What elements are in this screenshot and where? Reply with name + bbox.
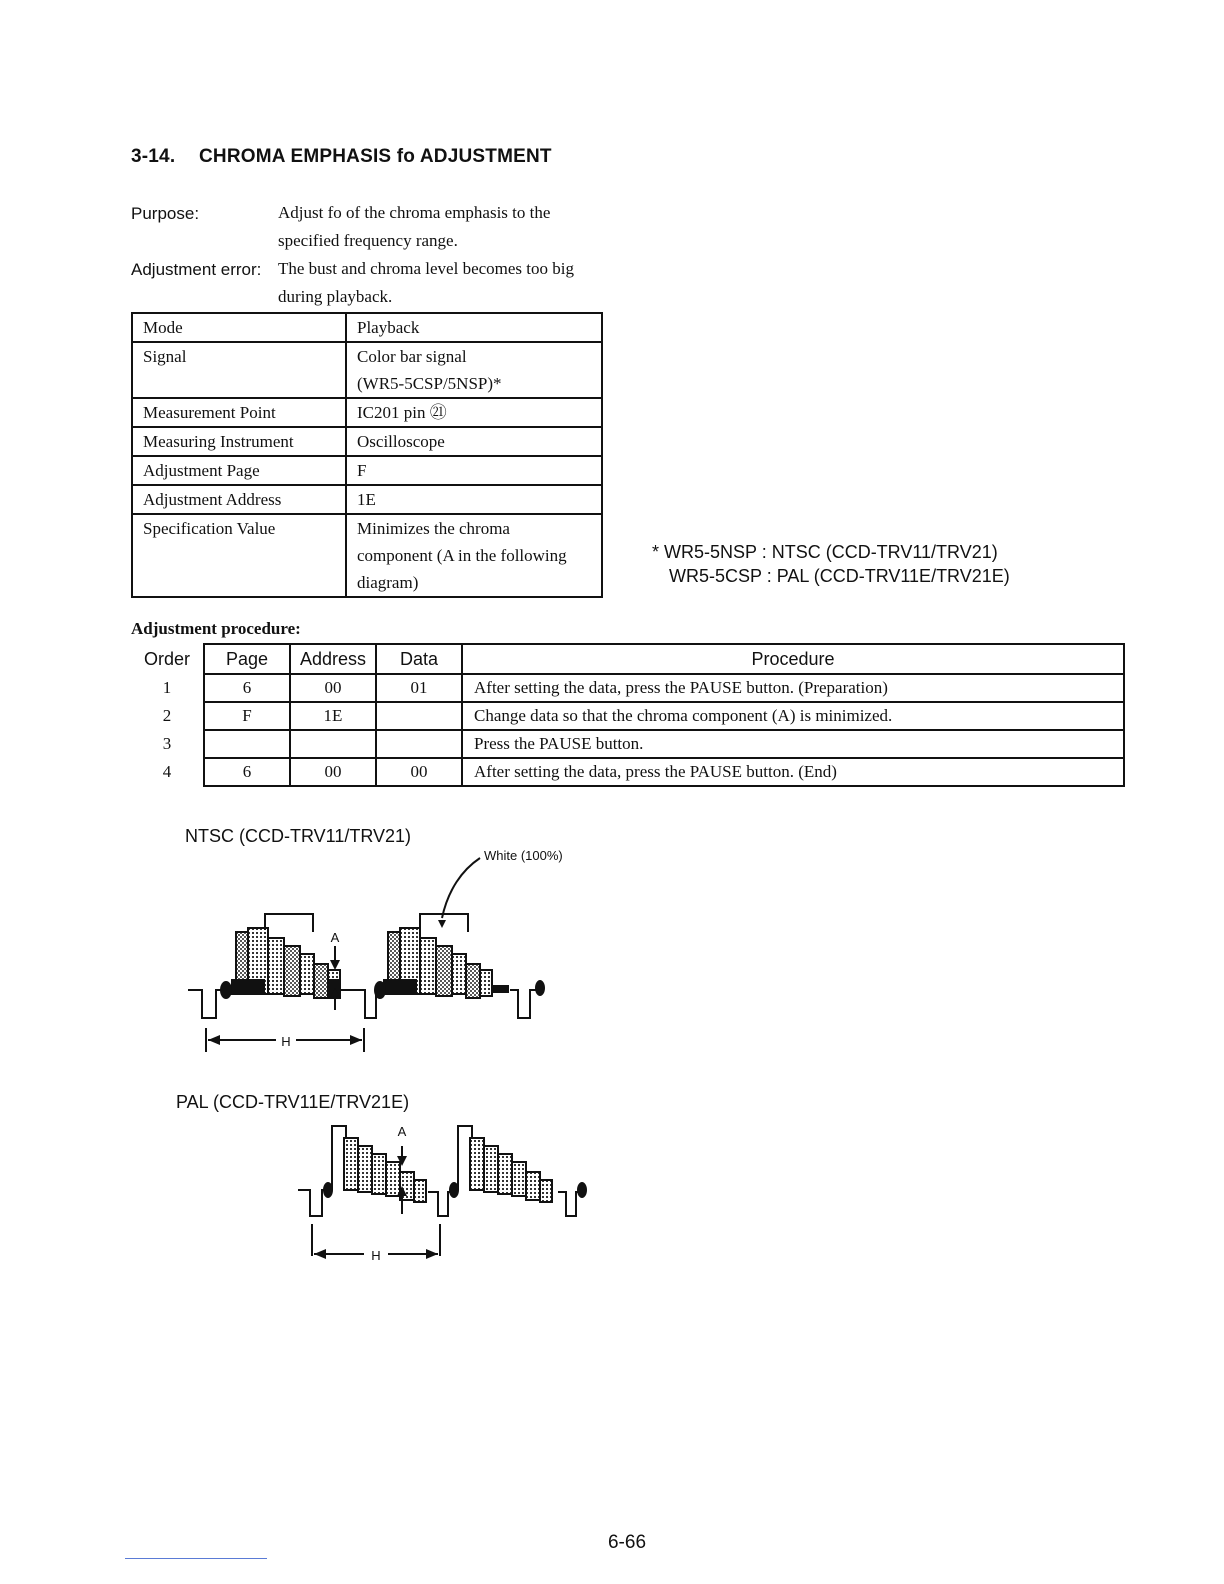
spec-value <box>346 398 602 427</box>
adjustment-error-text <box>278 255 574 311</box>
spec-row-measurement-point <box>132 398 602 427</box>
spec-value <box>346 456 602 485</box>
row-address <box>290 730 376 758</box>
row-order: 3 <box>162 734 172 753</box>
ntsc-h-label: H <box>281 1034 291 1049</box>
purpose-line-1: Adjust fo of the chroma emphasis to the <box>278 203 551 222</box>
signal-note <box>652 540 1010 588</box>
spec-row-signal <box>132 342 602 398</box>
section-title <box>131 146 552 168</box>
pal-label: PAL (CCD-TRV11E/TRV21E) <box>176 1092 410 1112</box>
spec-value-line: F <box>357 461 367 480</box>
footer-rule <box>125 1558 267 1559</box>
spec-value-line: diagram) <box>357 573 419 592</box>
spec-value <box>346 342 602 398</box>
pal-h-label: H <box>371 1248 381 1263</box>
adjustment-error-line-1: The bust and chroma level becomes too big <box>278 259 574 278</box>
row-address: 00 <box>290 758 376 786</box>
row-page: 6 <box>204 674 290 702</box>
section-title-text: CHROMA EMPHASIS fo ADJUSTMENT <box>199 146 552 167</box>
row-procedure: After setting the data, press the PAUSE button. (Preparation) <box>462 674 1124 702</box>
purpose-text <box>278 199 550 255</box>
signal-note-line-1: * WR5-5NSP : NTSC (CCD-TRV11/TRV21) <box>652 542 998 562</box>
table-row <box>131 674 1124 702</box>
spec-key: Measurement Point <box>132 398 346 427</box>
row-procedure: Change data so that the chroma component (A) is minimized. <box>462 702 1124 730</box>
spec-key: Mode <box>132 313 346 342</box>
spec-table <box>131 312 603 598</box>
ntsc-waveform-diagram <box>180 840 600 1065</box>
header-procedure: Procedure <box>462 644 1124 674</box>
spec-row-measuring-instrument <box>132 427 602 456</box>
spec-value-line: Playback <box>357 318 420 337</box>
spec-key: Adjustment Address <box>132 485 346 514</box>
procedure-header-row <box>131 644 1124 674</box>
spec-value <box>346 313 602 342</box>
spec-value-line: Oscilloscope <box>357 432 445 451</box>
ntsc-a-label: A <box>330 930 340 945</box>
spec-value-line: Minimizes the chroma <box>357 519 510 538</box>
spec-key: Specification Value <box>132 514 346 597</box>
spec-value-line: 1E <box>357 490 376 509</box>
spec-value <box>346 427 602 456</box>
row-procedure: Press the PAUSE button. <box>462 730 1124 758</box>
pal-a-label: A <box>397 1124 407 1139</box>
row-page: 6 <box>204 758 290 786</box>
adjustment-error-label: Adjustment error: <box>131 260 262 279</box>
purpose-line-2: specified frequency range. <box>278 231 458 250</box>
row-order: 2 <box>162 706 172 725</box>
ntsc-white-label: White (100%) <box>484 848 563 863</box>
purpose-label: Purpose: <box>131 204 200 223</box>
signal-note-line-2: WR5-5CSP : PAL (CCD-TRV11E/TRV21E) <box>669 566 1010 586</box>
spec-value <box>346 514 602 597</box>
row-data: 00 <box>376 758 462 786</box>
table-row <box>131 702 1124 730</box>
row-page: F <box>204 702 290 730</box>
spec-value-line: component (A in the following <box>357 546 567 565</box>
row-data <box>376 702 462 730</box>
header-order: Order <box>143 648 190 669</box>
procedure-heading: Adjustment procedure: <box>131 619 301 638</box>
spec-value-line: (WR5-5CSP/5NSP)* <box>357 374 502 393</box>
row-address: 1E <box>290 702 376 730</box>
spec-row-adjustment-address <box>132 485 602 514</box>
spec-row-mode <box>132 313 602 342</box>
row-procedure: After setting the data, press the PAUSE button. (End) <box>462 758 1124 786</box>
section-number: 3-14. <box>131 146 176 167</box>
ntsc-label: NTSC (CCD-TRV11/TRV21) <box>185 826 412 846</box>
spec-value-line: Color bar signal <box>357 347 467 366</box>
row-page <box>204 730 290 758</box>
page-number: 6-66 <box>607 1532 647 1553</box>
spec-key: Measuring Instrument <box>132 427 346 456</box>
spec-key: Signal <box>132 342 346 398</box>
table-row <box>131 758 1124 786</box>
row-address: 00 <box>290 674 376 702</box>
row-order: 4 <box>162 762 172 781</box>
row-data: 01 <box>376 674 462 702</box>
procedure-table <box>131 643 1125 787</box>
spec-row-adjustment-page <box>132 456 602 485</box>
pal-waveform-diagram <box>290 1116 600 1271</box>
row-order: 1 <box>162 678 172 697</box>
spec-value <box>346 485 602 514</box>
adjustment-error-line-2: during playback. <box>278 287 393 306</box>
spec-row-specification-value <box>132 514 602 597</box>
header-address: Address <box>290 644 376 674</box>
row-data <box>376 730 462 758</box>
table-row <box>131 730 1124 758</box>
header-page: Page <box>204 644 290 674</box>
spec-value-line: IC201 pin ㉑ <box>357 403 447 422</box>
spec-key: Adjustment Page <box>132 456 346 485</box>
header-data: Data <box>376 644 462 674</box>
